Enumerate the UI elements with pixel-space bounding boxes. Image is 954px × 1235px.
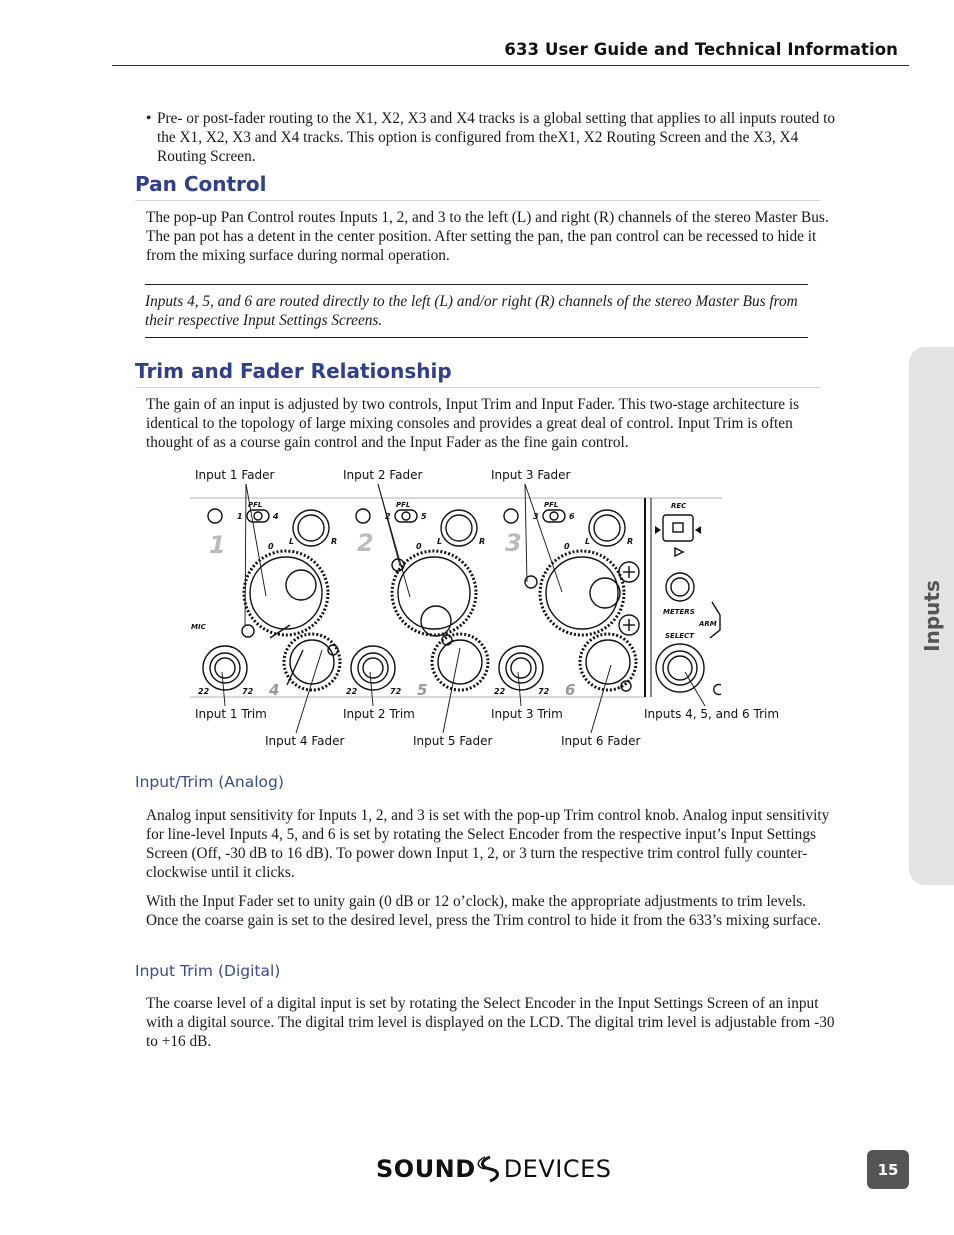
logo-text-devices: DEVICES — [503, 1155, 612, 1183]
zero-mark-1: 0 — [268, 542, 274, 551]
label-input2-fader: Input 2 Fader — [343, 468, 423, 482]
pfl-b-1: 4 — [273, 512, 279, 521]
page-number-badge: 15 — [867, 1150, 909, 1189]
pfl-b-3: 6 — [569, 512, 575, 521]
right-control-section — [655, 515, 721, 695]
zero-mark-3: 0 — [564, 542, 570, 551]
sub-number-6: 6 — [565, 681, 576, 699]
pan-right-3: R — [627, 537, 634, 546]
pfl-b-2: 5 — [421, 512, 427, 521]
bullet-dot: • — [146, 110, 152, 127]
pfl-a-3: 3 — [533, 512, 539, 521]
logo-wave-icon — [477, 1155, 503, 1183]
input-trim-analog-p2: With the Input Fader set to unity gain (0 dB or 12 o’clock), make the appropriate adjustments to trim levels. Once the coarse gain is set to the desired level, press the Trim control to hide it from the 633’s mixing surface. — [146, 893, 822, 929]
input-trim-digital-p1: The coarse level of a digital input is set by rotating the Select Encoder in the Input Settings Screen of an input with a digital source. The digital trim level is displayed on the LCD. The digital trim level is adjustable from -30 to +16 dB. — [146, 995, 835, 1050]
note-rule-bottom — [145, 337, 808, 338]
pan-right-2: R — [479, 537, 486, 546]
channel-number-1: 1 — [209, 531, 226, 559]
trim-min-2: 22 — [346, 687, 358, 696]
trim-min-3: 22 — [494, 687, 506, 696]
heading-input-trim-digital: Input Trim (Digital) — [135, 962, 281, 980]
trim-max-3: 72 — [538, 687, 550, 696]
meters-label: METERS — [663, 608, 695, 616]
sub-number-4: 4 — [269, 681, 280, 699]
pan-left-2: L — [437, 537, 443, 546]
trim-max-1: 72 — [242, 687, 254, 696]
header-rule — [112, 65, 909, 66]
label-input4-fader: Input 4 Fader — [265, 734, 345, 748]
zero-mark-2: 0 — [416, 542, 422, 551]
label-input1-fader: Input 1 Fader — [195, 468, 275, 482]
label-input5-fader: Input 5 Fader — [413, 734, 493, 748]
pfl-a-1: 1 — [237, 512, 243, 521]
label-input1-trim: Input 1 Trim — [195, 707, 267, 721]
heading-rule — [135, 387, 821, 388]
trim-min-1: 22 — [198, 687, 210, 696]
arm-label: ARM — [699, 620, 717, 628]
pfl-label-2: PFL — [396, 501, 411, 509]
label-input2-trim: Input 2 Trim — [343, 707, 415, 721]
select-label: SELECT — [665, 632, 694, 640]
note-text: Inputs 4, 5, and 6 are routed directly to the left (L) and/or right (R) channels of the stereo Master Bus from their respective Input Settings Screens. — [145, 293, 798, 329]
label-input3-fader: Input 3 Fader — [491, 468, 571, 482]
sound-devices-logo — [376, 1155, 611, 1187]
logo-text-sound: SOUND — [376, 1155, 476, 1183]
page-header-title: 633 User Guide and Technical Information — [504, 40, 898, 59]
label-input3-trim: Input 3 Trim — [491, 707, 563, 721]
input-trim-analog-p1: Analog input sensitivity for Inputs 1, 2, and 3 is set with the pop-up Trim control knob. Analog input sensitivity for line-level Inputs 4, 5, and 6 is set by rotating the Select Encoder from the respective input’s Input Settings Screen (Off, -30 dB to 16 dB). To power down Input 1, 2, or 3 turn the respective trim control fully counter-clockwise until it clicks. — [146, 807, 830, 881]
pfl-a-2: 2 — [385, 512, 391, 521]
rec-label: REC — [671, 502, 687, 510]
pan-right-1: R — [331, 537, 338, 546]
section-side-tab — [909, 347, 954, 885]
pan-left-3: L — [585, 537, 591, 546]
heading-pan-control: Pan Control — [135, 172, 267, 196]
note-rule-top — [145, 284, 808, 285]
mic-label: MIC — [191, 623, 206, 631]
bullet-item — [146, 109, 836, 166]
pfl-label-1: PFL — [248, 501, 263, 509]
trim-max-2: 72 — [390, 687, 402, 696]
heading-rule — [135, 200, 821, 201]
label-input6-fader: Input 6 Fader — [561, 734, 641, 748]
heading-trim-fader: Trim and Fader Relationship — [135, 359, 452, 383]
mixer-panel-diagram — [185, 490, 730, 702]
trim-fader-paragraph: The gain of an input is adjusted by two controls, Input Trim and Input Fader. This two-stage architecture is identical to the topology of large mixing consoles and provides a great deal of control. Input Trim is often thought of as a course gain control and the Input Fader as the fine gain control. — [146, 396, 800, 451]
heading-input-trim-analog: Input/Trim (Analog) — [135, 773, 284, 791]
pfl-label-3: PFL — [544, 501, 559, 509]
bullet-text: Pre- or post-fader routing to the X1, X2, X3 and X4 tracks is a global setting that applies to all inputs routed to the X1, X2, X3 and X4 tracks. This option is configured from theX1, X2 Routing Screen and the X3, X4 Routing Screen. — [157, 110, 836, 165]
channel-number-3: 3 — [505, 529, 522, 557]
pan-control-paragraph: The pop-up Pan Control routes Inputs 1, 2, and 3 to the left (L) and right (R) channels of the stereo Master Bus. The pan pot has a detent in the center position. After setting the pan, the pan control can be recessed to hide it from the mixing surface during normal operation. — [146, 209, 829, 264]
side-tab-label: Inputs — [919, 580, 944, 652]
label-inputs456-trim: Inputs 4, 5, and 6 Trim — [644, 707, 780, 721]
channel-number-2: 2 — [357, 529, 374, 557]
sub-number-5: 5 — [417, 681, 428, 699]
pan-left-1: L — [289, 537, 295, 546]
